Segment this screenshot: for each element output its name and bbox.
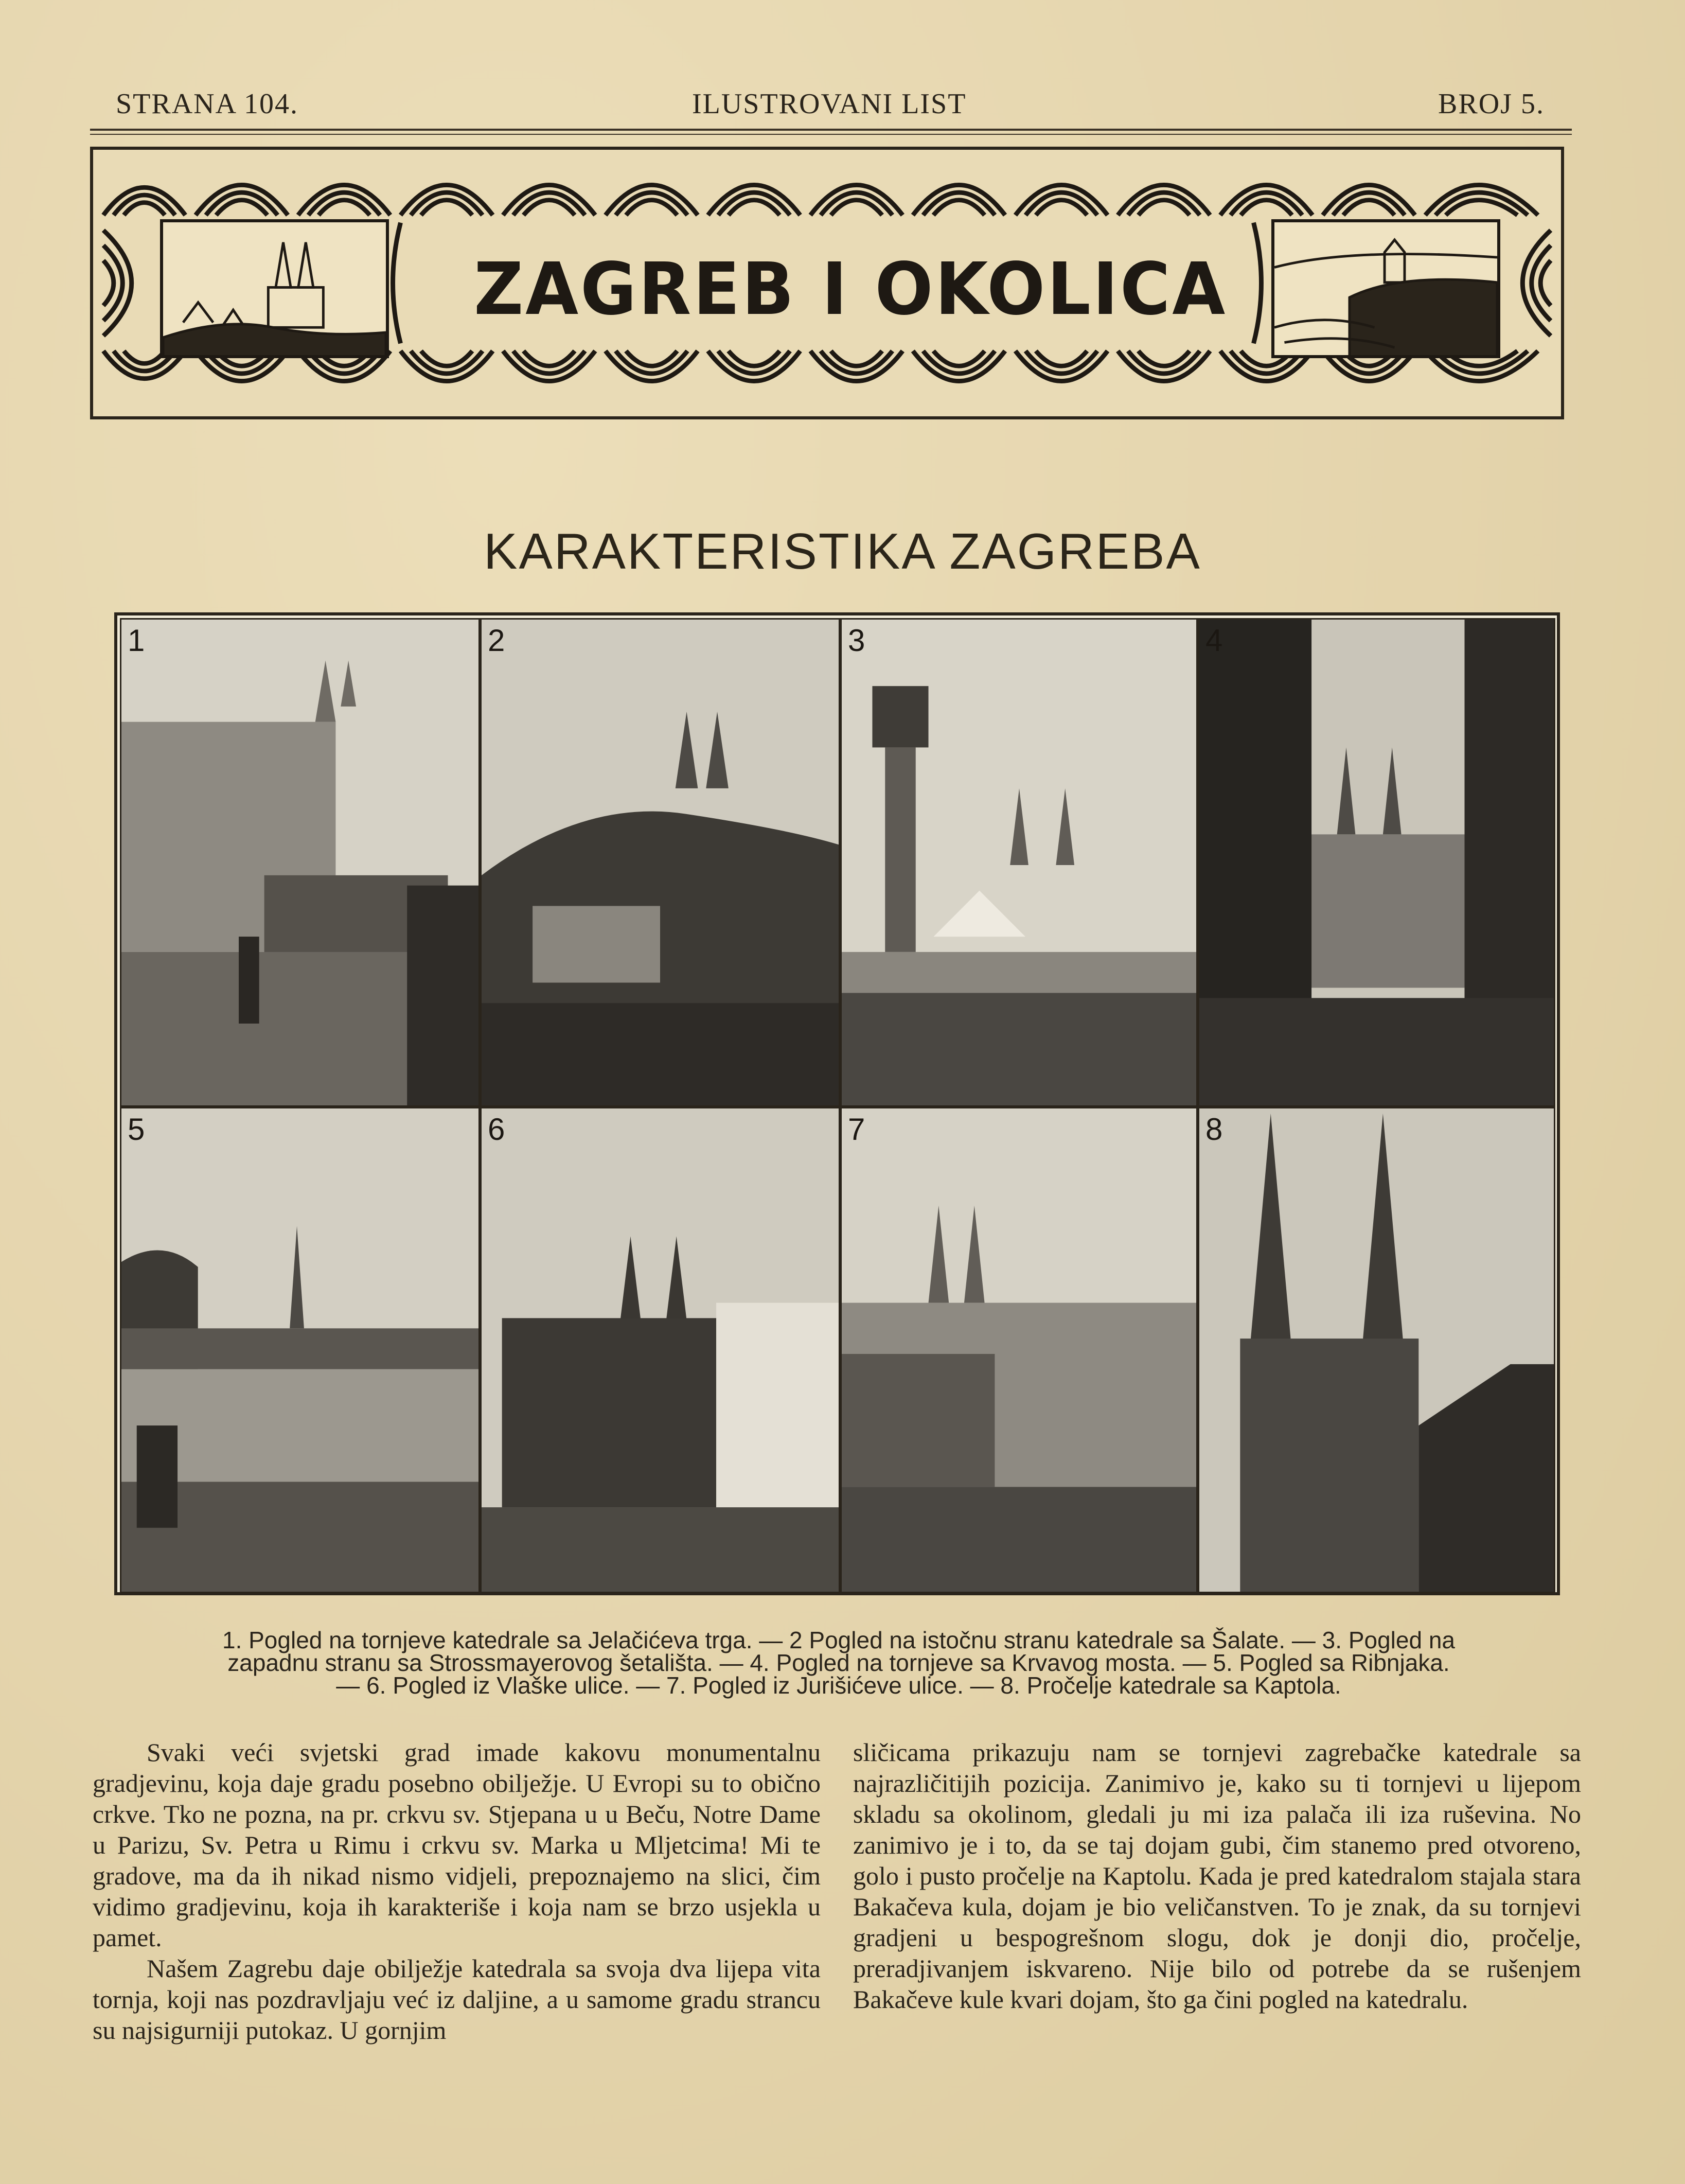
photo-number: 3: [848, 623, 865, 658]
photo-8: [1198, 1107, 1555, 1593]
photo-grid: [114, 612, 1560, 1595]
castle-sketch-icon: [1274, 222, 1497, 358]
photo-caption: [139, 1629, 1538, 1697]
header-rule-thin: [90, 134, 1572, 135]
photo-number: 7: [848, 1112, 865, 1147]
paragraph: Svaki veći svjetski grad imade kakovu monumentalnu gradjevinu, koja daje gradu posebno obilježje. U Evropi su to obično crkve. Tko ne pozna, na pr. crkvu sv. Stjepana u u Beču, Notre Dame u Parizu, Sv. Petra u Rimu i crkvu sv. Marka u Mljetcima! Mi te gradove, ma da ih nikad nismo vidjeli, prepoznajemo na slici, čim vidimo gradjevinu, koja ih karakteriše i koja nam se brzo usjekla u pamet.: [93, 1738, 821, 1952]
cathedral-vignette: [160, 219, 389, 358]
photo-5: [120, 1107, 480, 1593]
caption-line: 1. Pogled na tornjeve katedrale sa Jelačićeva trga. — 2 Pogled na istočnu stranu katedrale sa Šalate. — 3. Pogled na: [222, 1627, 1456, 1653]
photo-4: [1198, 618, 1555, 1107]
photo-number: 6: [488, 1112, 505, 1147]
photo-3: [840, 618, 1198, 1107]
photo-2: [480, 618, 840, 1107]
article-title: KARAKTERISTIKA ZAGREBA: [484, 523, 1201, 579]
photo-6: [480, 1107, 840, 1593]
caption-line: zapadnu stranu sa Strossmayerovog šetališta. — 4. Pogled na tornjeve sa Krvavog mosta. — 5. Pogled sa Ribnjaka.: [227, 1649, 1450, 1676]
photo-7: [840, 1107, 1198, 1593]
publication-title: ILUSTROVANI LIST: [692, 88, 967, 120]
photo-number: 8: [1205, 1112, 1223, 1147]
header-rule: [90, 129, 1572, 131]
cathedral-sketch-icon: [163, 222, 386, 358]
section-banner: [90, 147, 1564, 419]
paragraph: sličicama prikazuju nam se tornjevi zagrebačke katedrale sa najrazličitijih pozicija. Zanimivo je, kako su ti tornjevi u lijepom skladu sa okolinom, gledali ju mi iza palača ili iza ruševina. No zanimivo je i to, da se taj dojam gubi, čim stanemo pred otvoreno, golo i pusto pročelje na Kaptolu. Kada je pred katedralom stajala stara Bakačeva kula, dojam je bio veličanstven. To je znak, da su tornjevi gradjeni u bespogrešnom slogu, dok je donji dio, pročelje, preradjivanjem iskvareno. Nije bilo od potrebe da se rušenjem Bakačeve kule kvari dojam, što ga čini pogled na katedralu.: [853, 1738, 1581, 2014]
photo-number: 5: [128, 1112, 145, 1147]
text-column-left: [93, 1737, 821, 2046]
running-head: [116, 87, 1556, 129]
banner-title: ZAGREB I OKOLICA: [474, 248, 1228, 331]
text-column-right: [853, 1737, 1581, 2015]
paragraph: Našem Zagrebu daje obilježje katedrala sa svoja dva lijepa vita tornja, koji nas pozdravljaju već iz daljine, a u samome gradu strancu su najsigurniji putokaz. U gornjim: [93, 1954, 821, 2045]
issue-number: BROJ 5.: [1438, 88, 1545, 120]
hill-castle-vignette: [1271, 219, 1500, 358]
page-number: STRANA 104.: [116, 88, 298, 120]
photo-number: 1: [128, 623, 145, 658]
photo-number: 4: [1205, 623, 1223, 658]
photo-1: [120, 618, 480, 1107]
caption-line: — 6. Pogled iz Vlaške ulice. — 7. Pogled iz Jurišićeve ulice. — 8. Pročelje katedrale sa Kaptola.: [336, 1672, 1341, 1699]
photo-number: 2: [488, 623, 505, 658]
